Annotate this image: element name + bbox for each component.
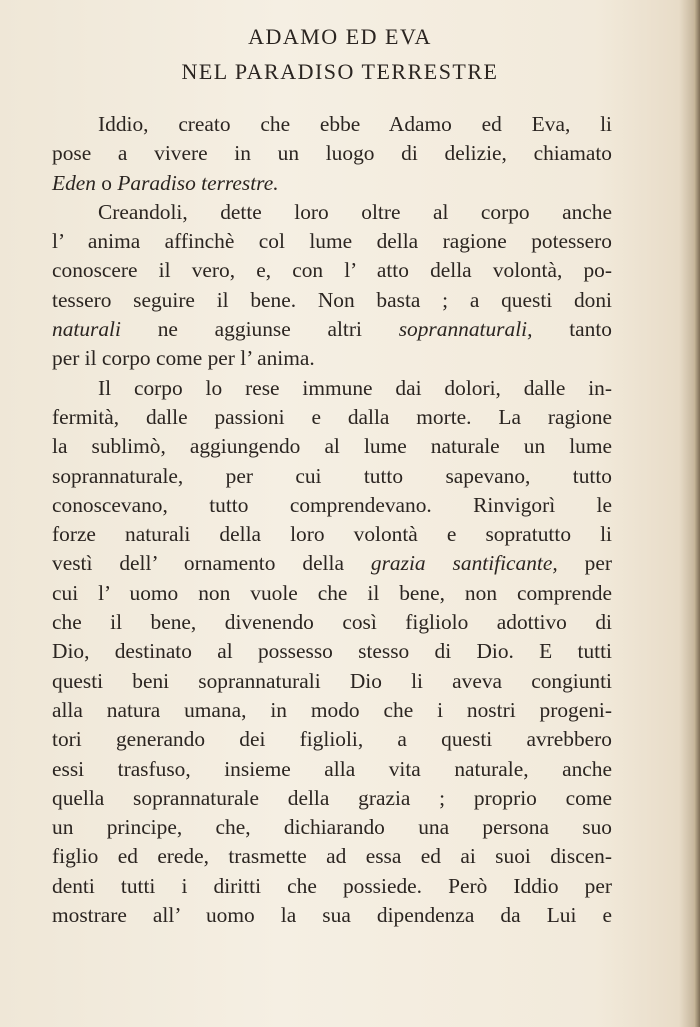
- text-run: la sublimò, aggiungendo al lume naturale un lume: [52, 434, 612, 459]
- text-line: [52, 755, 612, 784]
- text-line: [52, 725, 612, 754]
- text-run: tori generando dei figlioli, a questi avrebbero: [52, 727, 612, 752]
- text-run: vestì dell’ ornamento della: [52, 551, 371, 576]
- text-line: [52, 462, 612, 491]
- text-line: [52, 667, 612, 696]
- text-run: per il corpo come per l’ anima.: [52, 346, 315, 371]
- italic-text: Eden: [52, 170, 96, 195]
- text-line: [52, 286, 612, 315]
- text-run: alla natura umana, in modo che i nostri progeni-: [52, 697, 612, 722]
- text-line: [52, 315, 612, 344]
- chapter-title-line-2: NEL PARADISO TERRESTRE: [181, 59, 499, 84]
- text-run: che il bene, divenendo così figliolo adottivo di: [52, 610, 612, 635]
- text-run: pose a vivere in un luogo di delizie, chiamato: [52, 141, 612, 166]
- text-line: [52, 549, 612, 578]
- text-line: [52, 432, 612, 461]
- text-line: [52, 784, 612, 813]
- text-line: [52, 169, 612, 198]
- text-line: [52, 110, 612, 139]
- text-run: questi beni soprannaturali Dio li aveva congiunti: [52, 668, 612, 693]
- text-line: [52, 608, 612, 637]
- text-run: conoscevano, tutto comprendevano. Rinvigorì le: [52, 492, 612, 517]
- text-line: [52, 403, 612, 432]
- text-run: un principe, che, dichiarando una persona suo: [52, 815, 612, 840]
- text-run: essi trasfuso, insieme alla vita naturale, anche: [52, 756, 612, 781]
- text-line: [52, 901, 612, 930]
- text-run: soprannaturale, per cui tutto sapevano, tutto: [52, 463, 612, 488]
- italic-text: naturali: [52, 317, 121, 342]
- text-run: tessero seguire il bene. Non basta ; a questi doni: [52, 287, 612, 312]
- text-line: [52, 579, 612, 608]
- page-edge: [694, 0, 700, 1027]
- italic-text: grazia santificante,: [370, 551, 558, 576]
- text-line: [52, 491, 612, 520]
- text-run: figlio ed erede, trasmette ad essa ed ai suoi discen-: [52, 844, 612, 869]
- text-run: mostrare all’ uomo la sua dipendenza da Lui e: [52, 903, 612, 928]
- text-run: fermità, dalle passioni e dalla morte. La ragione: [52, 404, 612, 429]
- chapter-title-line-1: ADAMO ED EVA: [248, 24, 432, 49]
- text-line: [52, 813, 612, 842]
- text-run: per: [557, 551, 612, 576]
- text-line: [52, 872, 612, 901]
- text-line: [52, 139, 612, 168]
- body-text: [52, 110, 612, 930]
- text-run: Creandoli, dette loro oltre al corpo anche: [98, 199, 612, 224]
- text-run: denti tutti i diritti che possiede. Però Iddio per: [52, 873, 612, 898]
- text-line: [52, 344, 612, 373]
- text-line: [52, 520, 612, 549]
- text-run: Iddio, creato che ebbe Adamo ed Eva, li: [98, 112, 612, 136]
- text-run: tanto: [532, 317, 612, 342]
- text-run: o: [95, 170, 118, 195]
- italic-text: Paradiso terrestre.: [117, 170, 279, 195]
- text-run: forze naturali della loro volontà e sopratutto li: [52, 522, 612, 547]
- text-run: Il corpo lo rese immune dai dolori, dalle in-: [98, 375, 612, 400]
- text-run: cui l’ uomo non vuole che il bene, non comprende: [52, 580, 612, 605]
- italic-text: soprannaturali,: [398, 317, 533, 342]
- text-line: [52, 256, 612, 285]
- text-run: Dio, destinato al possesso stesso di Dio. E tutti: [52, 639, 612, 664]
- text-run: quella soprannaturale della grazia ; proprio come: [52, 785, 612, 810]
- text-line: [52, 227, 612, 256]
- text-run: conoscere il vero, e, con l’ atto della volontà, po-: [52, 258, 612, 283]
- text-line: [52, 198, 612, 227]
- text-line: [52, 696, 612, 725]
- text-line: [52, 842, 612, 871]
- text-line: [52, 637, 612, 666]
- text-run: ne aggiunse altri: [120, 317, 399, 342]
- text-run: l’ anima affinchè col lume della ragione potessero: [52, 229, 612, 254]
- text-line: [52, 374, 612, 403]
